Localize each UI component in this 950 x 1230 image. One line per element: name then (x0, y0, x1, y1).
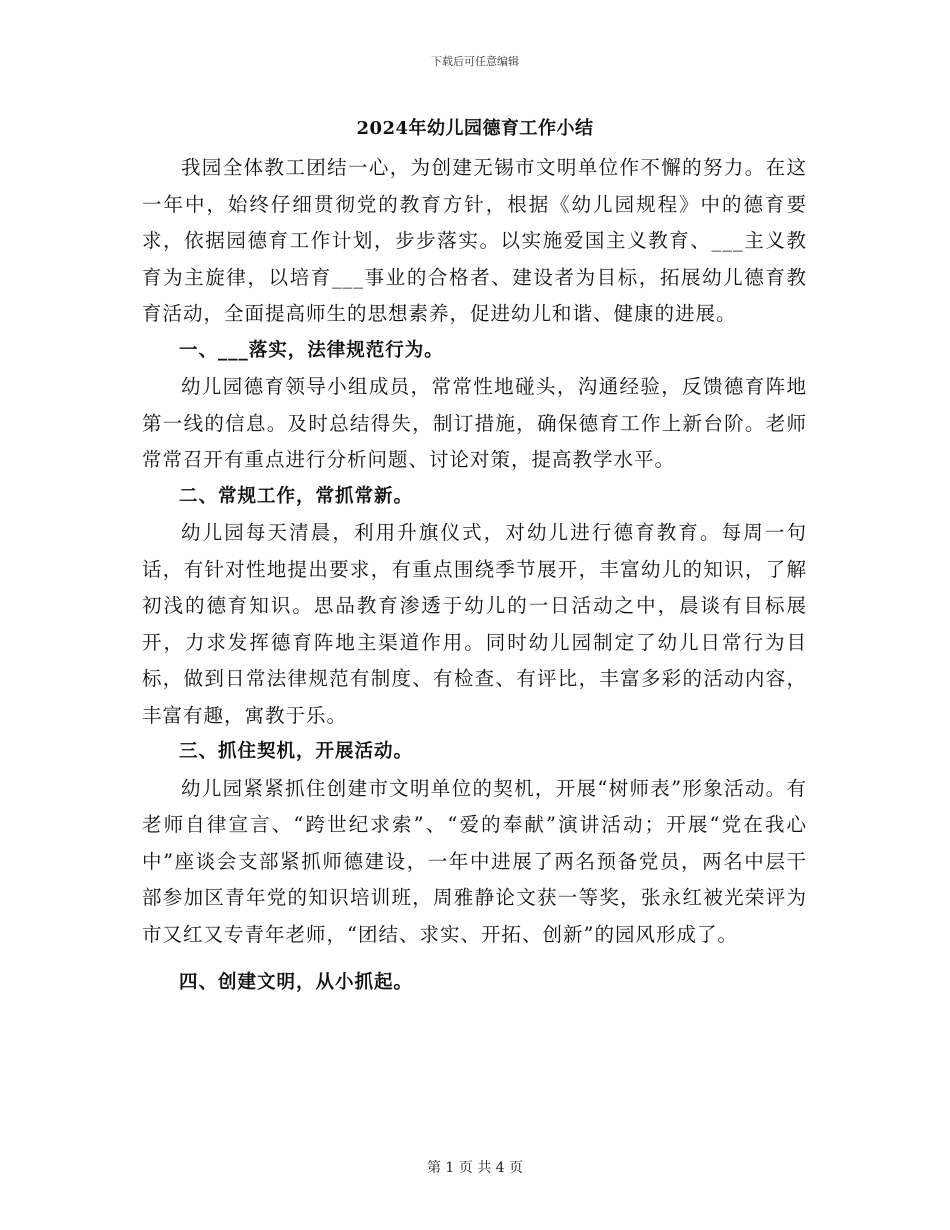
section-3-body: 幼儿园紧紧抓住创建市文明单位的契机，开展“树师表”形象活动。有老师自律宣言、“跨世纪求索”、“爱的奉献”演讲活动；开展“党在我心中”座谈会支部紧抓师德建设，一年中进展了两名预备党员，两名中层干部参加区青年党的知识培训班，周雅静论文获一等奖，张永红被光荣评为市又红又专青年老师，“团结、求实、开拓、创新”的园风形成了。 (142, 776, 807, 946)
section-3-heading: 三、抓住契机，开展活动。 (179, 741, 414, 762)
page-number-footer: 第 1 页 共 4 页 (426, 1160, 524, 1176)
section-1-body: 幼儿园德育领导小组成员，常常性地碰头，沟通经验，反馈德育阵地第一线的信息。及时总结得失，制订措施，确保德育工作上新台阶。老师常常召开有重点进行分析问题、讨论对策，提高教学水平。 (142, 375, 807, 471)
section-1-heading: 一、___落实，法律规范行为。 (179, 339, 444, 361)
page-header-note: 下载后可任意编辑 (431, 55, 519, 68)
document-title: 2024年幼儿园德育工作小结 (356, 118, 594, 139)
intro-paragraph: 我园全体教工团结一心，为创建无锡市文明单位作不懈的努力。在这一年中，始终仔细贯彻党的教育方针，根据《幼儿园规程》中的德育要求，依据园德育工作计划，步步落实。以实施爱国主义教育、___主义教育为主旋律，以培育___事业的合格者、建设者为目标，拓展幼儿德育教育活动，全面提高师生的思想素养，促进幼儿和谐、健康的进展。 (142, 156, 807, 325)
section-2-body: 幼儿园每天清晨，利用升旗仪式，对幼儿进行德育教育。每周一句话，有针对性地提出要求，有重点围绕季节展开，丰富幼儿的知识，了解初浅的德育知识。思品教育渗透于幼儿的一日活动之中，晨谈有目标展开，力求发挥德育阵地主渠道作用。同时幼儿园制定了幼儿日常行为目标，做到日常法律规范有制度、有检查、有评比，丰富多彩的活动内容，丰富有趣，寓教于乐。 (142, 521, 807, 727)
section-4-heading: 四、创建文明，从小抓起。 (179, 972, 414, 993)
section-2-heading: 二、常规工作，常抓常新。 (179, 485, 414, 507)
document-body (142, 150, 807, 1002)
